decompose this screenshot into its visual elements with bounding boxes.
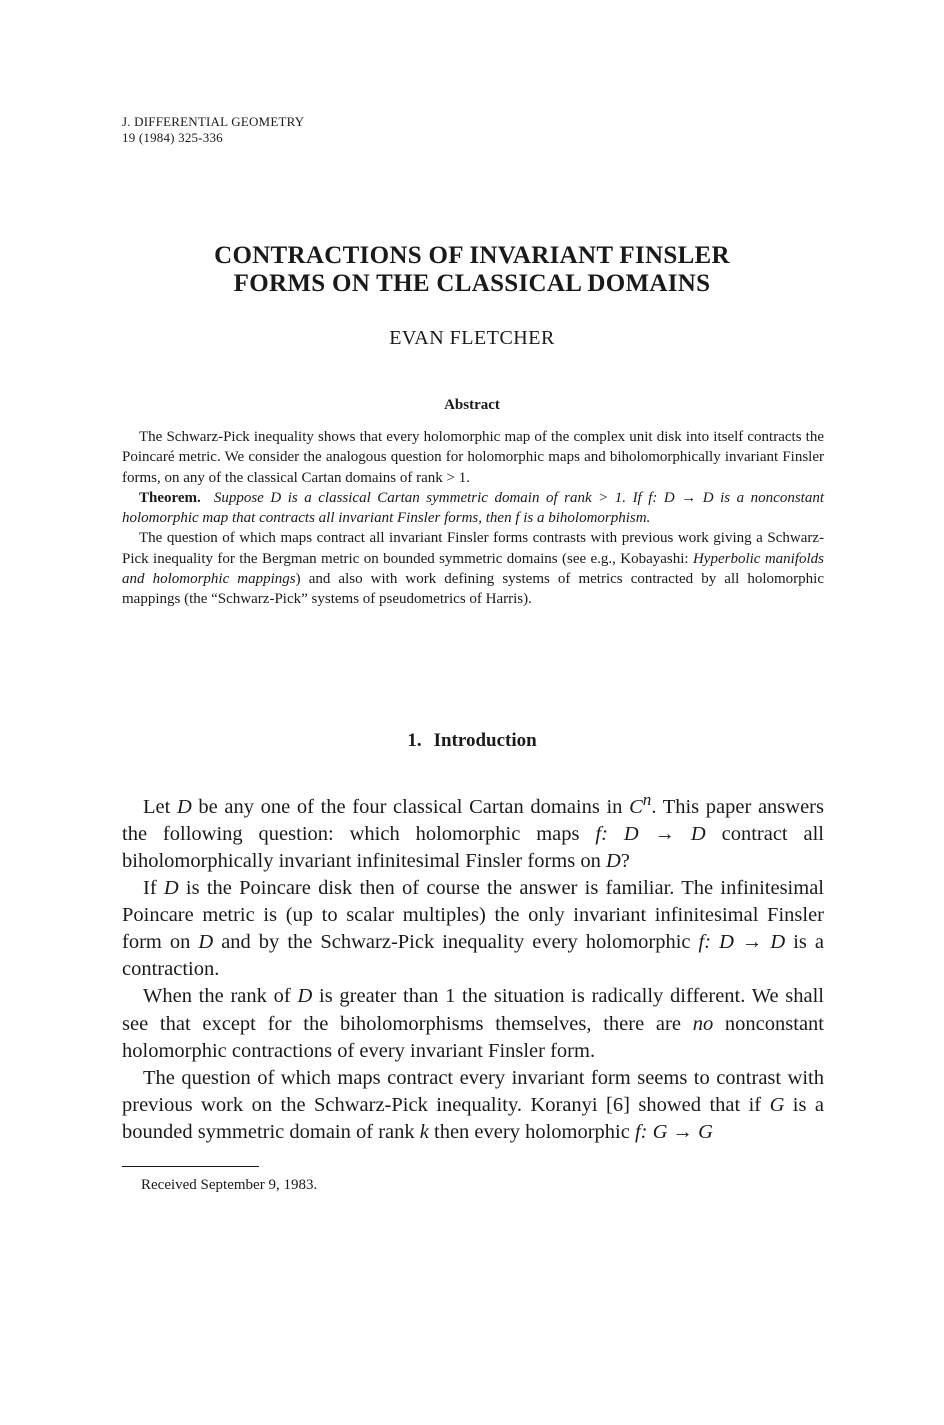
body-paragraph xyxy=(122,1065,824,1146)
math-symbol: D xyxy=(297,985,313,1008)
body-paragraph xyxy=(122,983,824,1064)
footnote-divider xyxy=(122,1166,259,1167)
theorem-statement: Suppose D is a classical Cartan symmetric domain of rank > 1. If f: D → D is a nonconstant holomorphic map that contracts all invariant Finsler forms, then f is a biholomorphism. xyxy=(122,489,825,527)
body-text-run: Let xyxy=(143,795,177,818)
footnote: Received September 9, 1983. xyxy=(141,1177,318,1193)
body-paragraph xyxy=(122,875,824,983)
math-symbol: D xyxy=(605,850,621,873)
math-symbol: D xyxy=(198,931,214,954)
math-symbol: G xyxy=(769,1093,785,1116)
math-symbol: C xyxy=(629,795,643,818)
math-symbol: D xyxy=(163,877,179,900)
body-text-run: is the Poincare disk then of course the answer is familiar. The infinitesimal Poincare metric is (up to scalar multiples) the only invariant infinitesimal Finsler form on xyxy=(122,877,824,954)
section-number: 1. xyxy=(407,730,422,751)
math-exponent: n xyxy=(642,790,652,809)
math-symbol: D xyxy=(176,795,192,818)
paper-title xyxy=(0,242,944,298)
body-text-run: be any one of the four classical Cartan domains in xyxy=(191,795,630,818)
theorem-label: Theorem. xyxy=(139,489,201,506)
math-symbol: k xyxy=(419,1120,429,1143)
body-text-run: When the rank of xyxy=(143,985,298,1008)
journal-header xyxy=(122,114,304,146)
body-text-run: is a bounded symmetric domain of rank xyxy=(122,1093,824,1143)
body-text xyxy=(122,786,824,1146)
body-text-run: . This paper answers the following question: which holomorphic maps xyxy=(122,795,824,845)
math-expression: f: D → D xyxy=(595,822,706,845)
title-line-1: CONTRACTIONS OF INVARIANT FINSLER xyxy=(214,242,730,269)
body-text-run: contract all biholomorphically invariant infinitesimal Finsler forms on xyxy=(122,822,825,873)
abstract-body xyxy=(122,427,824,610)
body-text-run: is greater than 1 the situation is radically different. We shall see that except for the biholomorphisms themselves, there are xyxy=(122,985,824,1035)
body-text-run: then every holomorphic xyxy=(428,1120,635,1143)
body-paragraph xyxy=(122,786,824,875)
body-text-run: and by the Schwarz-Pick inequality every holomorphic xyxy=(213,931,699,954)
abstract-reference: Hyperbolic manifolds and holomorphic mappings xyxy=(122,550,824,588)
abstract-theorem xyxy=(122,488,824,529)
section-heading xyxy=(0,730,944,752)
journal-name: J. DIFFERENTIAL GEOMETRY xyxy=(122,114,305,129)
math-expression: f: G → G xyxy=(634,1120,713,1143)
body-text-run: ? xyxy=(620,850,630,873)
abstract-text: The question of which maps contract all invariant Finsler forms contrasts with previous work giving a Schwarz-Pick inequality for the Bergman metric on bounded symmetric domains (see e.g., Kobayashi: xyxy=(122,530,824,567)
title-line-2: FORMS ON THE CLASSICAL DOMAINS xyxy=(233,270,711,297)
emphasis: no xyxy=(692,1012,714,1035)
abstract-heading: Abstract xyxy=(444,397,500,413)
body-text-run: If xyxy=(143,877,164,900)
author-name: EVAN FLETCHER xyxy=(389,327,555,349)
body-text-run: The question of which maps contract every invariant form seems to contrast with previous work on the Schwarz-Pick inequality. Koranyi [6] showed that if xyxy=(122,1066,824,1116)
math-expression: f: D → D xyxy=(698,931,786,954)
body-text-run: is a contraction. xyxy=(122,931,824,981)
abstract-paragraph: The Schwarz-Pick inequality shows that every holomorphic map of the complex unit disk into itself contracts the Poincaré metric. We consider the analogous question for holomorphic maps and biholomorphically invariant Finsler forms, on any of the classical Cartan domains of rank > 1. xyxy=(122,429,824,486)
abstract-paragraph xyxy=(122,528,824,609)
abstract-text: ) and also with work defining systems of metrics contracted by all holomorphic mappings (the “Schwarz-Pick” systems of pseudometrics of Harris). xyxy=(122,571,825,608)
journal-volume: 19 (1984) 325-336 xyxy=(122,130,223,145)
section-title: Introduction xyxy=(433,730,537,751)
body-text-run: nonconstant holomorphic contractions of every invariant Finsler form. xyxy=(122,1012,824,1062)
